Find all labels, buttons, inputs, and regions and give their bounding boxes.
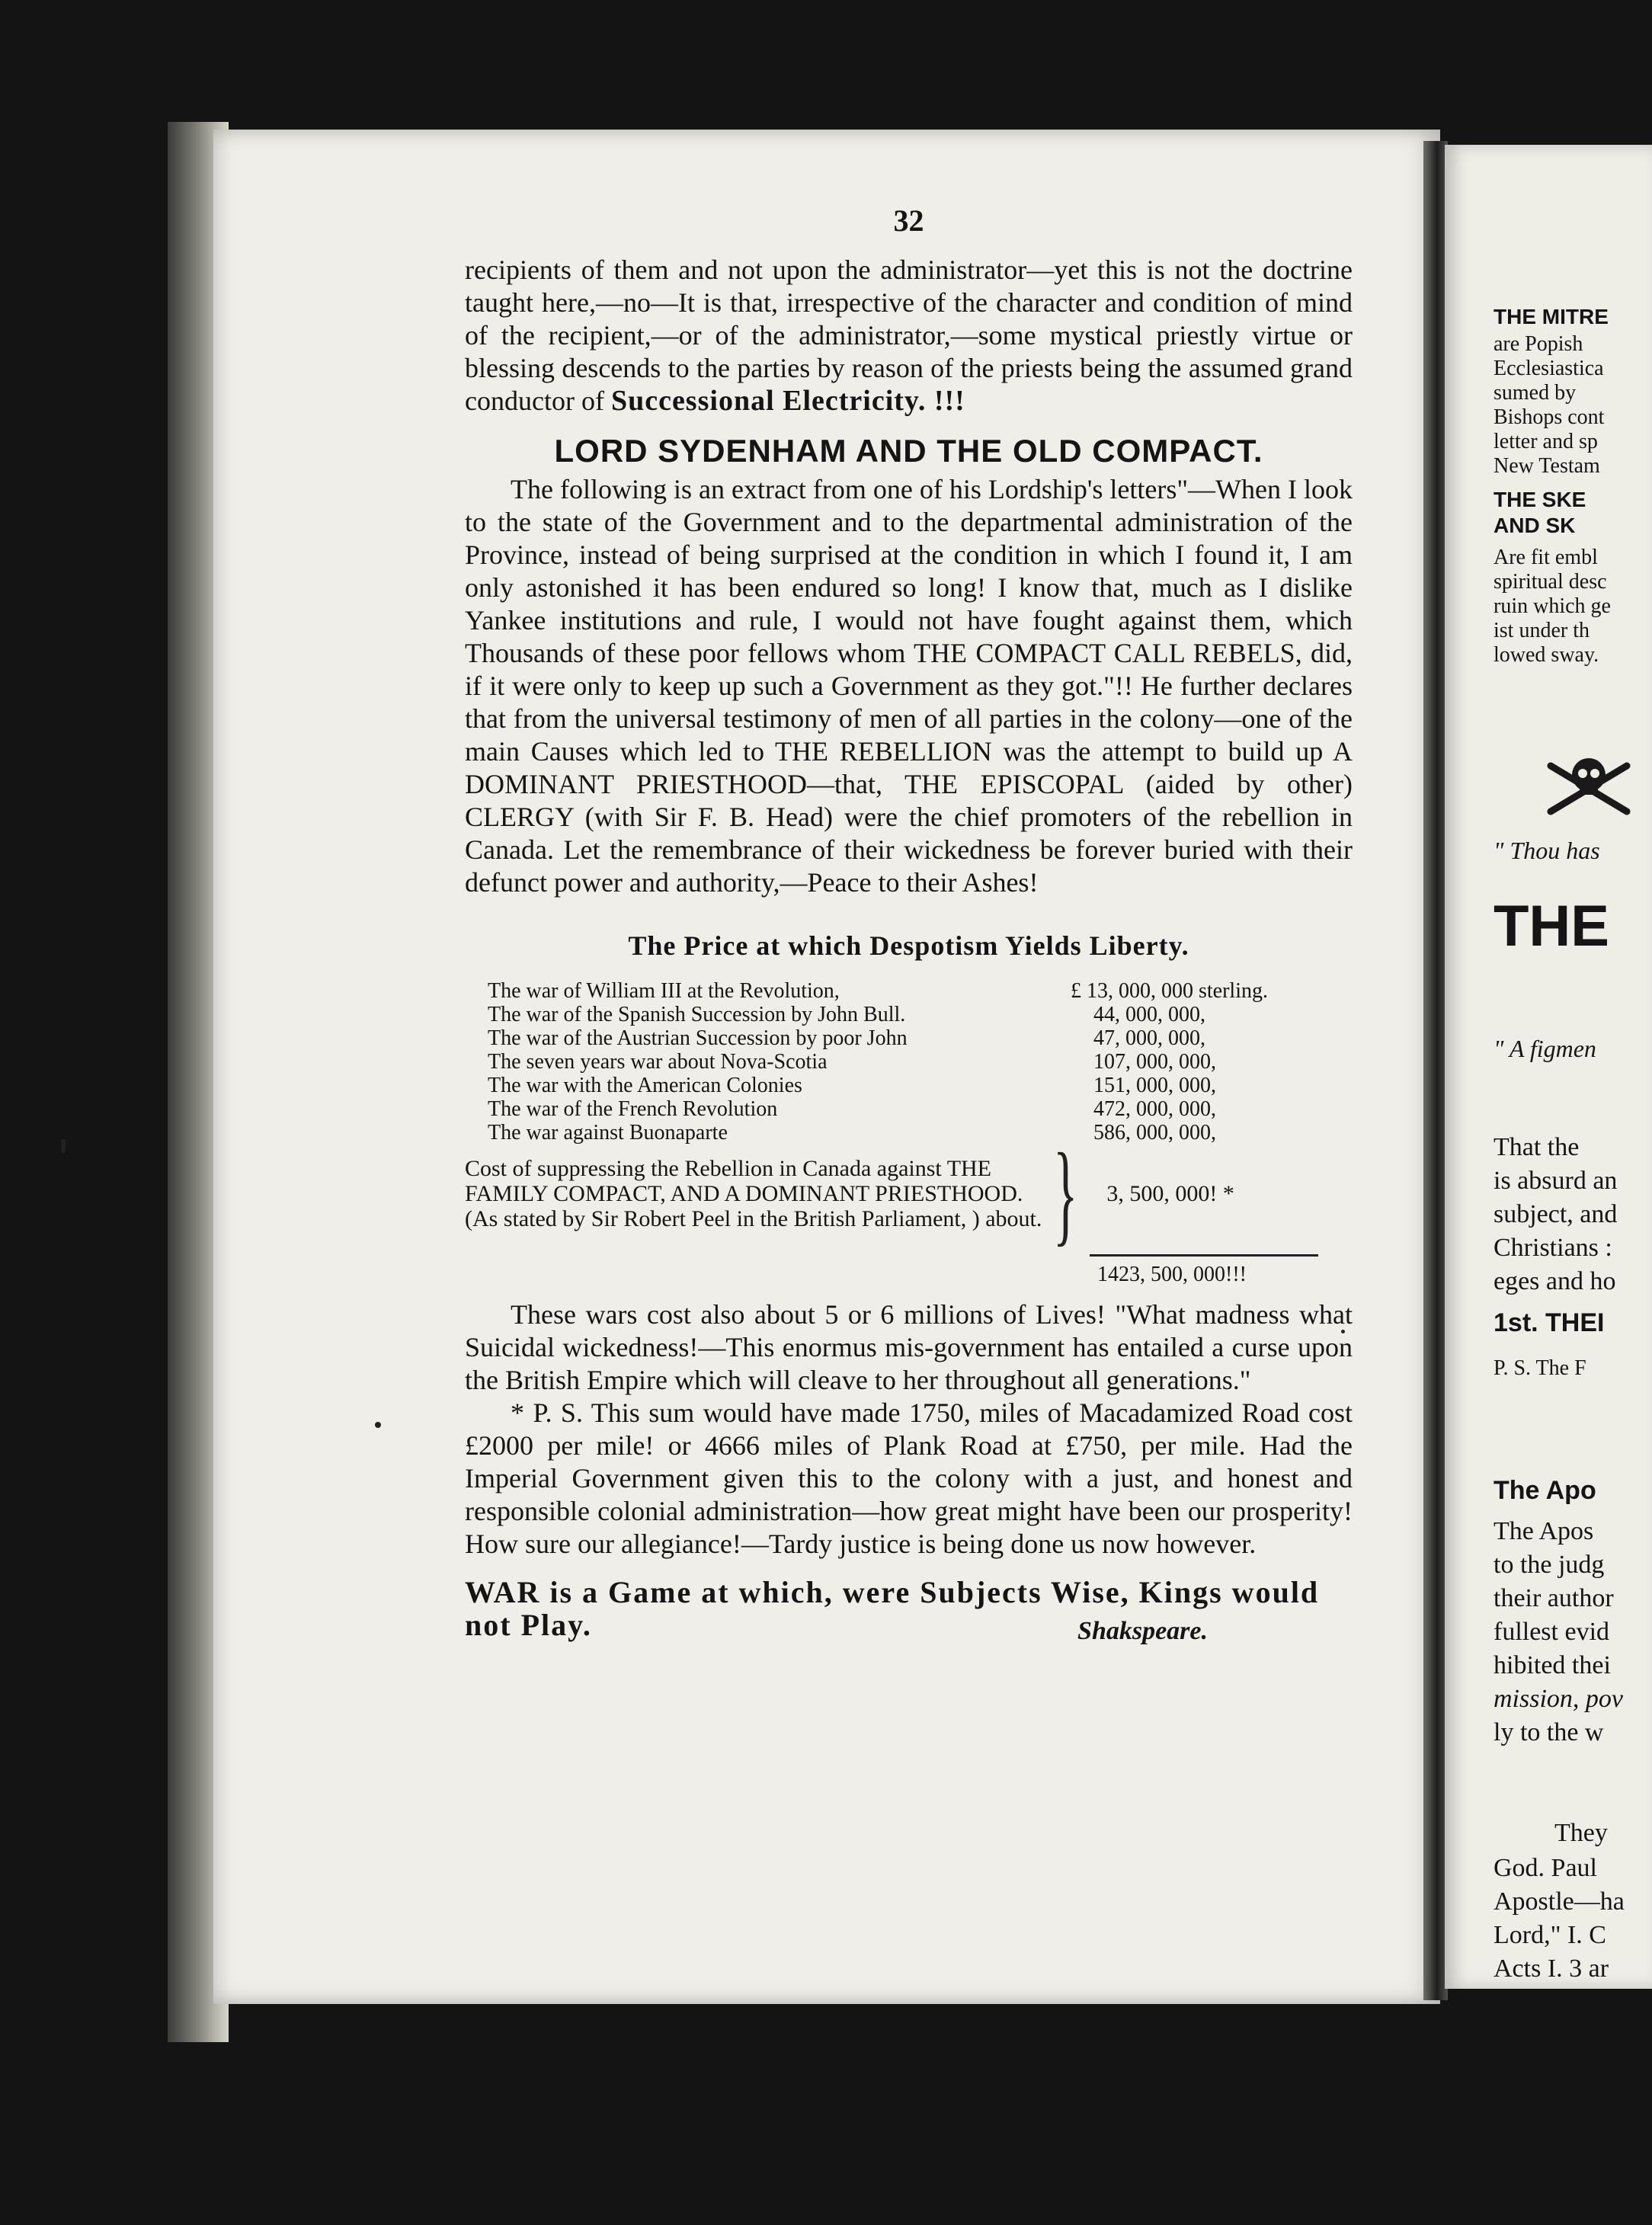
cost-amount: 107, 000, 000, [1093, 1050, 1216, 1074]
right-line: to the judg [1494, 1551, 1605, 1579]
section-heading: LORD SYDENHAM AND THE OLD COMPACT. [554, 433, 1263, 469]
page-number: 32 [893, 203, 924, 238]
right-line: Acts I. 3 ar [1494, 1954, 1609, 1983]
total-rule [1090, 1254, 1318, 1257]
cost-row [465, 1121, 1353, 1145]
closing-quote-block [465, 1575, 1353, 1645]
scan-speck [375, 1422, 381, 1428]
cost-amount: 586, 000, 000, [1093, 1121, 1216, 1145]
page-content [465, 204, 1353, 1647]
right-line: mission, pov [1494, 1685, 1623, 1713]
cost-table [465, 979, 1353, 1286]
cost-amount: 44, 000, 000, [1093, 1003, 1205, 1026]
right-line: " Thou has [1494, 837, 1600, 864]
right-line: ly to the w [1494, 1718, 1604, 1746]
paragraph-4: * P. S. This sum would have made 1750, miles of Macadamized Road cost £2000 per mile! or 4666 miles of Plank Road at £750, per mile. Had the Imperial Government given this to the colony with a just, and honest and responsible colonial administration—how great might have been our prosperity! How sure our allegiance!—Tardy justice is being done us now however. [465, 1397, 1353, 1559]
right-line: THE SKE [1494, 488, 1586, 511]
cost-row [465, 1026, 1353, 1050]
cost-amount: 47, 000, 000, [1093, 1026, 1205, 1050]
right-line: lowed sway. [1494, 643, 1599, 667]
special-cost-amount: 3, 500, 000! * [1106, 1180, 1234, 1206]
cost-row [465, 979, 1353, 1003]
cost-row [465, 1074, 1353, 1097]
cost-row [465, 1003, 1353, 1026]
right-line: subject, and [1494, 1200, 1618, 1228]
right-line: That the [1494, 1133, 1580, 1161]
right-line: sumed by [1494, 381, 1577, 405]
cost-label: The seven years war about Nova-Scotia [488, 1050, 828, 1074]
closing-quote: WAR is a Game at which, were Subjects Wise, Kings would not Play. [465, 1575, 1320, 1642]
right-line: The Apos [1494, 1517, 1594, 1545]
right-line: Ecclesiastica [1494, 357, 1604, 380]
cost-label: The war with the American Colonies [488, 1074, 802, 1097]
right-line: P. S. The F [1494, 1356, 1586, 1380]
total-amount: 1423, 500, 000!!! [1097, 1263, 1247, 1286]
paragraph-3: These wars cost also about 5 or 6 millions of Lives! "What madness what Suicidal wickedness!—This enormus mis-government has entailed a curse upon the British Empire which will cleave to her throughout all generations." [465, 1299, 1353, 1395]
table-heading: The Price at which Despotism Yields Liberty. [628, 930, 1189, 961]
right-line: ist under th [1494, 619, 1590, 642]
right-line: their author [1494, 1584, 1614, 1612]
right-line: are Popish [1494, 332, 1583, 356]
right-line: is absurd an [1494, 1167, 1618, 1195]
closing-attribution: Shakspeare. [1077, 1617, 1208, 1645]
cost-label: The war of William III at the Revolution, [488, 979, 840, 1003]
paragraph-1-text: recipients of them and not upon the administrator—yet this is not the doctrine taught here,—no—It is that, irrespective of the character and condition of mind of the recipient,—or of the administrator,—some mystical priestly virtue or blessing descends to the parties by reason of the priests being the assumed grand conductor of [465, 255, 1353, 416]
cost-label: The war of the French Revolution [488, 1097, 778, 1121]
right-line: hibited thei [1494, 1651, 1611, 1679]
cost-amount: 472, 000, 000, [1093, 1097, 1216, 1121]
right-line: fullest evid [1494, 1618, 1610, 1646]
scan-speck [61, 1139, 66, 1153]
right-line: eges and ho [1494, 1267, 1616, 1295]
right-line: Christians : [1494, 1234, 1612, 1262]
right-line: Apostle—ha [1494, 1887, 1625, 1916]
special-cost-label: Cost of suppressing the Rebellion in Canada against THE FAMILY COMPACT, AND A DOMINANT PRIESTHOOD. (As stated by Sir Robert Peel in the British Parliament, ) about. [465, 1155, 1042, 1231]
cost-amount: 151, 000, 000, [1093, 1074, 1216, 1097]
right-line: New Testam [1494, 454, 1600, 478]
right-line: AND SK [1494, 514, 1576, 537]
cost-amount: £ 13, 000, 000 sterling. [1071, 979, 1268, 1003]
cost-label: The war of the Spanish Succession by John Bull. [488, 1003, 906, 1026]
right-line: 1st. THEI [1494, 1308, 1605, 1337]
right-line: THE MITRE [1494, 305, 1609, 328]
skull-and-crossbones-icon [1539, 751, 1638, 819]
right-line: Bishops cont [1494, 405, 1605, 429]
right-line: THE [1494, 894, 1609, 959]
right-line: Lord," I. C [1494, 1921, 1606, 1949]
brace-glyph: } [1053, 1130, 1078, 1257]
right-line: The Apo [1494, 1476, 1596, 1505]
paragraph-2: The following is an extract from one of his Lordship's letters"—When I look to the state of the Government and to the departmental administration of the Province, instead of being surprised at the condition in which I found it, I am only astonished it has been endured so long! I know that, much as I dislike Yankee institutions and rule, I would not have fought against them, which Thousands of these poor fellows whom THE COMPACT CALL REBELS, did, if it were only to keep up such a Government as they got."!! He further declares that from the universal testimony of men of all parties in the colony—one of the main Causes which led to THE REBELLION was the attempt to build up A DOMINANT PRIESTHOOD—that, THE EPISCOPAL (aided by other) CLERGY (with Sir F. B. Head) were the chief promoters of the rebellion in Canada. Let the remembrance of their wickedness be forever buried with their defunct power and authority,—Peace to their Ashes! [465, 474, 1353, 898]
paragraph-1-emphasis: Successional Electricity. !!! [610, 385, 965, 417]
right-line: spiritual desc [1494, 570, 1607, 594]
paragraph-1 [465, 254, 1353, 418]
right-line: Are fit embl [1494, 546, 1598, 569]
right-line: God. Paul [1494, 1854, 1597, 1882]
cost-row [465, 1097, 1353, 1121]
right-line: letter and sp [1494, 430, 1598, 453]
right-line: " A figmen [1494, 1035, 1596, 1062]
cost-row [465, 1050, 1353, 1074]
right-line: ruin which ge [1494, 594, 1611, 618]
cost-label: The war against Buonaparte [488, 1121, 728, 1145]
right-line: They [1554, 1819, 1608, 1847]
cost-label: The war of the Austrian Succession by poor John [488, 1026, 908, 1050]
